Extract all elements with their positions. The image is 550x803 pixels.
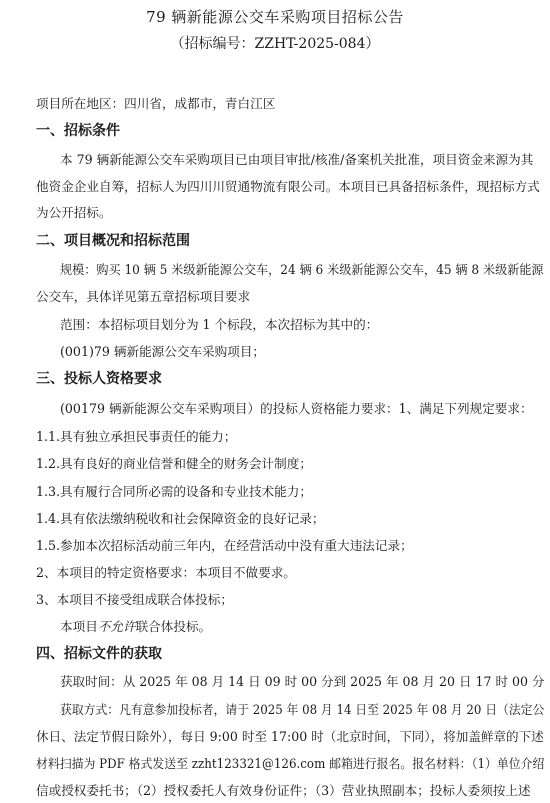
section1-line: 为公开招标。 — [36, 205, 112, 220]
section-heading-2: 二、项目概况和招标范围 — [36, 233, 190, 249]
section3-line: 1.5.参加本次招标活动前三年内，在经营活动中没有重大违法记录； — [36, 538, 413, 553]
notice-title: 79 辆新能源公交车采购项目招标公告 — [146, 8, 404, 26]
section4-line: 信或授权委托书；（2）授权委托人有效身份证件；（3）营业执照副本；投标人委须按上述 — [36, 783, 531, 798]
section3-line: 3、本项目不接受组成联合体投标； — [36, 592, 233, 607]
section4-line: 休日、法定节假日除外），每日 9:00 时至 17:00 时（北京时间，下同），将加盖鲜章的下述 — [36, 729, 544, 744]
section2-line: 公交车，具体详见第五章招标项目要求 — [36, 289, 251, 304]
section4-line: 材料扫描为 PDF 格式发送至 zzht123321@126.com 邮箱进行报名。报名材料：（1）单位介绍 — [36, 756, 545, 771]
project-location: 项目所在地区：四川省，成都市，青白江区 — [36, 96, 276, 111]
section3-line: 1.2.具有良好的商业信誉和健全的财务会计制度； — [36, 456, 312, 471]
section-heading-1: 一、招标条件 — [36, 123, 120, 139]
section3-line: (00179 辆新能源公交车采购项目）的投标人资格能力要求：1、满足下列规定要求： — [60, 401, 533, 416]
section-heading-3: 三、投标人资格要求 — [36, 371, 162, 387]
section1-line: 他资金企业自筹，招标人为四川川贸通物流有限公司。本项目已具备招标条件，现招标方式 — [36, 179, 540, 194]
tender-number: （招标编号：ZZHT-2025-084） — [170, 36, 380, 52]
section2-line: 范围：本招标项目划分为 1 个标段，本次招标为其中的： — [60, 317, 379, 332]
section-heading-4: 四、招标文件的获取 — [36, 646, 162, 662]
consortium-note — [60, 619, 211, 635]
section3-line: 1.3.具有履行合同所必需的设备和专业技术能力； — [36, 484, 312, 499]
consortium-suffix: 联合体投标。 — [135, 619, 212, 634]
section1-line: 本 79 辆新能源公交车采购项目已由项目审批/核准/备案机关批准，项目资金来源为其 — [60, 152, 534, 167]
consortium-prefix: 本项目 — [60, 619, 98, 634]
section3-line: 1.1.具有独立承担民事责任的能力； — [36, 429, 237, 444]
section3-line: 2、本项目的特定资格要求：本项目不做要求。 — [36, 565, 296, 580]
consortium-emphasis: 不允许 — [97, 619, 136, 634]
section4-line: 获取方式：凡有意参加投标者，请于 2025 年 08 月 14 日至 2025 年 08 月 20 日（法定公 — [60, 702, 545, 717]
section4-line: 获取时间：从 2025 年 08 月 14 日 09 时 00 分到 2025 年 08 月 20 日 17 时 00 分 — [60, 674, 545, 689]
section2-line: (001)79 辆新能源公交车采购项目； — [60, 344, 266, 359]
section3-line: 1.4.具有依法缴纳税收和社会保障资金的良好记录； — [36, 511, 325, 526]
section2-line: 规模：购买 10 辆 5 米级新能源公交车，24 辆 6 米级新能源公交车，45 辆 8 米级新能源 — [60, 262, 544, 277]
